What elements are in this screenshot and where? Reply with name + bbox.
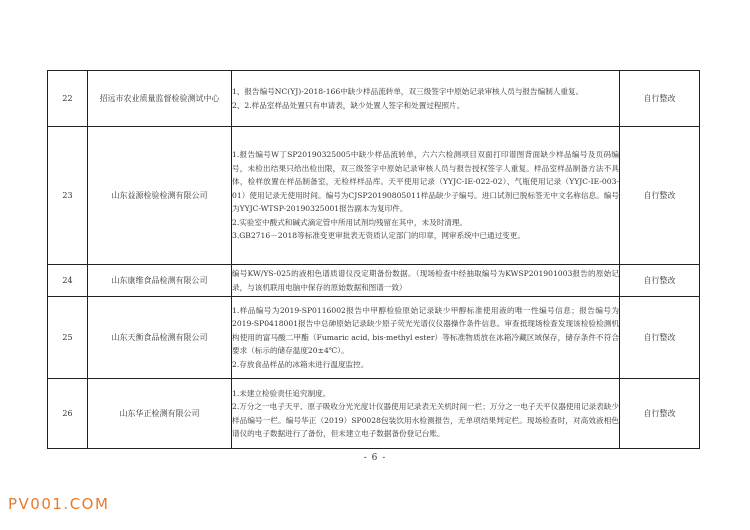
issue-details: [232, 71, 620, 127]
row-number: 22: [48, 71, 88, 127]
remediation-status: 自行整改: [620, 297, 700, 379]
issue-item: 3.GB2716－2018等标准变更审批表无资质认定部门的印章，网审系统中已通过变更。: [232, 231, 525, 241]
issue-details: [232, 297, 620, 379]
table-row: [48, 297, 700, 379]
row-number: 25: [48, 297, 88, 379]
inspection-table: [47, 70, 700, 449]
issue-item: 2.万分之一电子天平、原子吸收分光光度计仪器使用记录表无关机时间一栏；万分之一电子天平仪器使用记录表缺少样品编号一栏。编号华正（2019）SP0028包装饮用水检测报告，无单项结果判定栏。现场检查时，对高效液相色谱仪的电子数据进行了备份，但未建立电子数据备份登记台账。: [232, 402, 619, 438]
row-number: 24: [48, 265, 88, 297]
issue-details: [232, 265, 620, 297]
remediation-status: 自行整改: [620, 71, 700, 127]
issue-item: 1.未建立检验责任追究制度。: [232, 388, 331, 398]
organization-name: 山东益源检验检测有限公司: [88, 127, 232, 265]
table-row: [48, 71, 700, 127]
remediation-status: 自行整改: [620, 127, 700, 265]
issue-item: 2、2.样品室样品处置只有申请表，缺少处置人签字和处置过程照片。: [232, 100, 465, 110]
table-row: [48, 127, 700, 265]
issue-details: [232, 379, 620, 449]
table-row: [48, 379, 700, 449]
remediation-status: 自行整改: [620, 265, 700, 297]
organization-name: 山东康维食品检测有限公司: [88, 265, 232, 297]
page-number: - 6 -: [363, 453, 387, 463]
issue-item: 编号KW/YS-025的液相色谱质谱仪没定期备份数据。（现场检查中经抽取编号为KWSP201901003报告的原始记录，与该机联用电脑中保存的原始数据和图谱一致）: [232, 269, 619, 292]
issue-item: 1.报告编号W丁SP20190325005中缺少样品流转单，六六六检测项目双面打印谱图背面缺少样品编号及页码编号，未检出结果只给出检出限，双三级签字中原始记录审核人员与报告授权签字人重复。样品室样品制备方法不具体，检样放置在样品制备室，无检样样品库。天平使用记录（YYJC-IE-022-02）、气瓶使用记录（YYJC-IE-003-01）使用记录无使用时间。编号为CJSP20190805011样品缺少子编号。进口试剂已脱标签无中文名称信息。编号为YYJC-WTSP-20190325001报告副本为复印件。: [232, 150, 619, 214]
organization-name: 山东华正检测有限公司: [88, 379, 232, 449]
issue-item: 2.实验室中酸式和碱式滴定管中所用试剂均残留在其中，未及时清理。: [232, 217, 468, 227]
row-number: 23: [48, 127, 88, 265]
table-row: [48, 265, 700, 297]
row-number: 26: [48, 379, 88, 449]
issue-details: [232, 127, 620, 265]
watermark: PV001.COM: [8, 495, 110, 513]
issue-item: 1.样品编号为2019-SP0116002报告中甲醇检验原始记录缺少甲醇标准使用液的唯一性编号信息；报告编号为2019-SP0418001报告中总砷原始记录缺少原子荧光光谱仪仪器操作条件信息。审查抵现场检查发现该检验检测机构使用的富马酸二甲酯（Fumaric acid, bis-methyl ester）等标准物质放在冰箱冷藏区域保存，储存条件不符合要求（标示的储存温度20±4℃）。: [232, 305, 619, 356]
remediation-status: 自行整改: [620, 379, 700, 449]
issue-item: 2.存放食品样品的冰箱未进行温度监控。: [232, 359, 369, 369]
issue-item: 1、报告编号NC(YJ)-2018-166中缺少样品流转单，双三级签字中原始记录审核人员与报告编制人重复。: [232, 87, 584, 96]
organization-name: 山东天衡食品检测有限公司: [88, 297, 232, 379]
organization-name: 招远市农业质量监督检验测试中心: [88, 71, 232, 127]
